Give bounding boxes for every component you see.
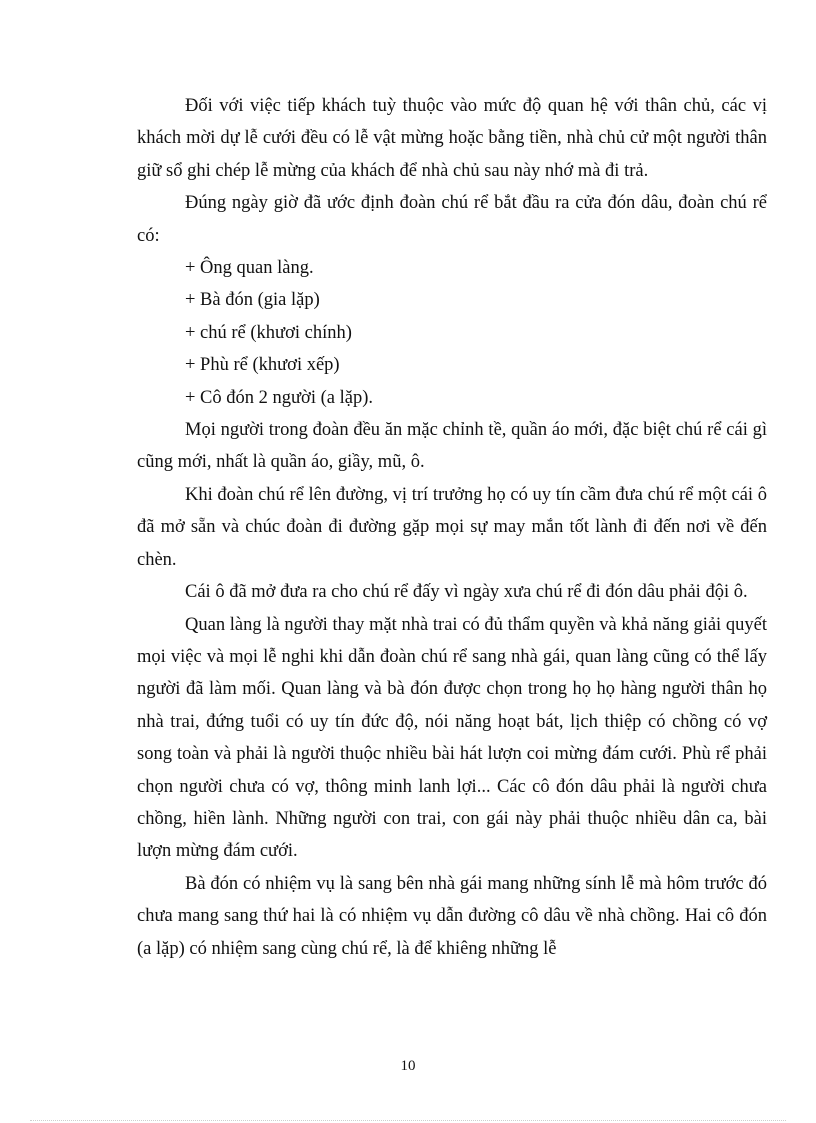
list-item: + Ông quan làng. [185, 258, 314, 279]
paragraph-guest-reception: Đối với việc tiếp khách tuỳ thuộc vào mức độ quan hệ với thân chủ, các vị khách mời dự lễ cưới đều có lễ vật mừng hoặc bằng tiền, nhà chủ cử một người thân giữ sổ ghi chép lễ mừng của khách để nhà chủ sau này nhớ mà đi trả. [137, 96, 767, 181]
list-item: + chú rể (khươi chính) [185, 322, 352, 343]
paragraph-groom-party-intro: Đúng ngày giờ đã ước định đoàn chú rể bắt đầu ra cửa đón dâu, đoàn chú rể có: [137, 193, 767, 246]
paragraph-departure: Khi đoàn chú rể lên đường, vị trí trưởng họ có uy tín cầm đưa chú rể một cái ô đã mở sẵn và chúc đoàn đi đường gặp mọi sự may mắn tốt lành đi đến nơi về đến chèn. [137, 484, 767, 570]
list-item: + Phù rể (khươi xếp) [185, 355, 340, 376]
paragraph-attire: Mọi người trong đoàn đều ăn mặc chỉnh tề, quần áo mới, đặc biệt chú rể cái gì cũng mới, nhất là quần áo, giầy, mũ, ô. [137, 420, 767, 473]
page-bottom-divider [30, 1120, 786, 1121]
document-body [137, 90, 767, 965]
list-item: + Bà đón (gia lặp) [185, 290, 320, 311]
paragraph-umbrella: Cái ô đã mở đưa ra cho chú rể đấy vì ngày xưa chú rể đi đón dâu phải đội ô. [185, 582, 748, 603]
paragraph-quan-lang: Quan làng là người thay mặt nhà trai có đủ thẩm quyền và khả năng giải quyết mọi việc và mọi lễ nghi khi dẫn đoàn chú rể sang nhà gái, quan làng cũng có thể lấy người đã làm mối. Quan làng và bà đón được chọn trong họ họ hàng người thân họ nhà trai, đứng tuổi có uy tín đức độ, nói năng hoạt bát, lịch thiệp có chồng có vợ song toàn và phải là người thuộc nhiều bài hát lượn coi mừng đám cưới. Phù rể phải chọn người chưa có vợ, thông minh lanh lợi... Các cô đón dâu phải là người chưa chồng, hiền lành. Những người con trai, con gái này phải thuộc nhiều dân ca, bài lượn mừng đám cưới. [137, 614, 767, 862]
paragraph-ba-don: Bà đón có nhiệm vụ là sang bên nhà gái mang những sính lễ mà hôm trước đó chưa mang sang thứ hai là có nhiệm vụ dẫn đường cô dâu về nhà chồng. Hai cô đón (a lặp) có nhiệm sang cùng chú rể, là để khiêng những lễ [137, 873, 767, 959]
page-number: 10 [400, 1058, 416, 1074]
list-item: + Cô đón 2 người (a lặp). [185, 387, 373, 408]
